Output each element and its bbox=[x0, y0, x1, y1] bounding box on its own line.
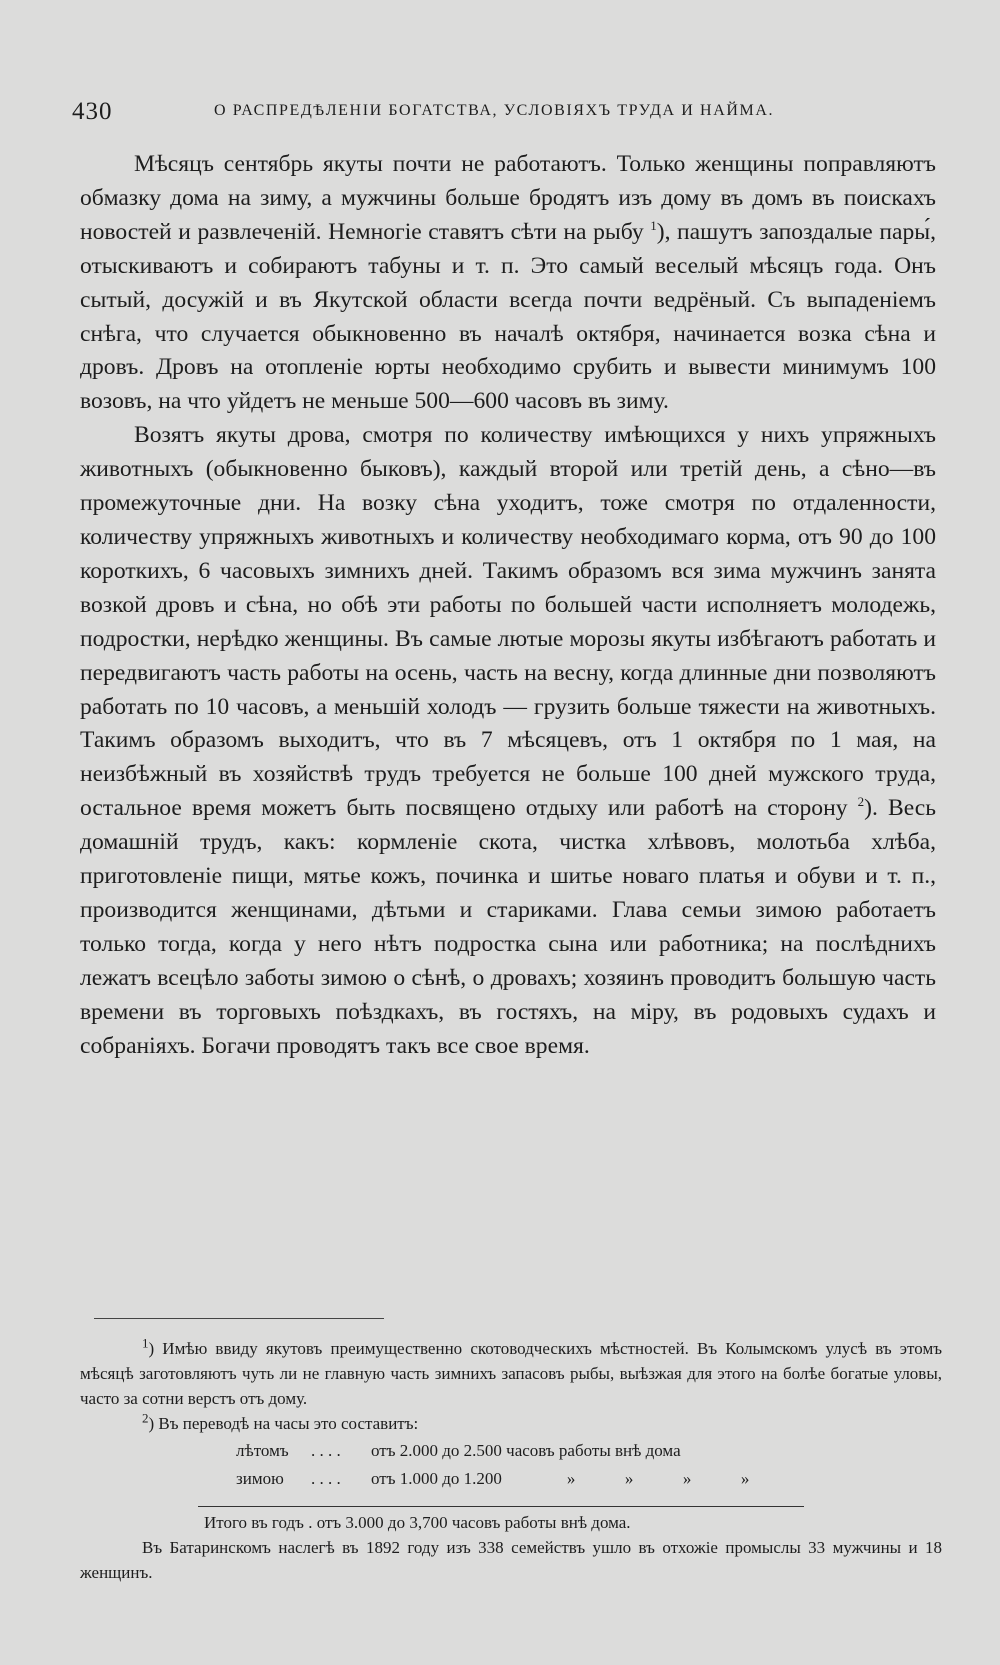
running-head bbox=[68, 88, 948, 128]
total-rule bbox=[198, 1506, 804, 1507]
body-text bbox=[80, 148, 936, 1063]
paragraph-2 bbox=[80, 419, 936, 1063]
summer-value: отъ 2.000 до 2.500 часовъ работы внѣ дома bbox=[371, 1441, 681, 1460]
footnote-2-mark: 2 bbox=[142, 1410, 149, 1426]
summer-dots: . . . . bbox=[311, 1441, 341, 1460]
winter-dots: . . . . bbox=[311, 1469, 341, 1488]
winter-value: отъ 1.000 до 1.200 bbox=[371, 1469, 502, 1488]
calc-total bbox=[80, 1510, 942, 1535]
total-value: . отъ 3.000 до 3,700 часовъ работы внѣ дома. bbox=[308, 1513, 631, 1532]
footnotes bbox=[80, 1336, 942, 1585]
winter-label: зимою bbox=[236, 1469, 284, 1488]
ditto-mark: » bbox=[566, 1469, 576, 1488]
summer-label: лѣтомъ bbox=[236, 1441, 289, 1460]
footnote-2-text: ) Въ переводѣ на часы это составитъ: bbox=[148, 1414, 419, 1433]
ditto-mark: » bbox=[740, 1469, 750, 1488]
footnote-ref-2: 2 bbox=[857, 794, 865, 810]
paragraph-1-text-b: ), пашутъ запоздалые пары́, отыскиваютъ и собираютъ табуны и т. п. Это самый веселый мѣсяцъ года. Онъ сытый, досужій и въ Якутской области всегда почти ведрёный. Съ выпаденіемъ снѣга, что случается обыкновенно въ началѣ октября, начинается возка сѣна и дровъ. Дровъ на отопленіе юрты необходимо срубить и вывести минимумъ 100 возовъ, на что уйдетъ не меньше 500—600 часовъ въ зиму. bbox=[80, 218, 937, 415]
paragraph-1 bbox=[80, 148, 936, 419]
calc-row-summer bbox=[236, 1438, 681, 1463]
ditto-mark: » bbox=[682, 1469, 692, 1488]
footnote-2 bbox=[80, 1411, 942, 1436]
ditto-mark: » bbox=[624, 1469, 634, 1488]
footnote-1 bbox=[80, 1336, 942, 1411]
footnote-1-text: ) Имѣю ввиду якутовъ преимущественно скотоводческихъ мѣстностей. Въ Колымскомъ улусѣ въ этомъ мѣсяцѣ заготовляютъ чуть ли не главную часть зимнихъ запасовъ рыбы, выѣзжая для этого на болѣе богатые уловы, часто за сотни верстъ отъ дому. bbox=[80, 1339, 942, 1408]
hours-calculation bbox=[80, 1436, 942, 1510]
footnote-2-extra: Въ Батаринскомъ наслегѣ въ 1892 году изъ 338 семействъ ушло въ отхожіе промыслы 33 мужчины и 18 женщинъ. bbox=[80, 1538, 942, 1582]
header-title: О РАСПРЕДѢЛЕНІИ БОГАТСТВА, УСЛОВІЯХЪ ТРУДА И НАЙМА. bbox=[214, 102, 775, 119]
calc-row-winter bbox=[236, 1466, 774, 1491]
page-number: 430 bbox=[72, 98, 113, 125]
paragraph-2-text-a: Возятъ якуты дрова, смотря по количеству имѣющихся у нихъ упряжныхъ животныхъ (обыкновенно быковъ), каждый второй или третій день, а сѣно—въ промежуточные дни. На возку сѣна уходитъ, тоже смотря по отдаленности, количеству упряжныхъ животныхъ и количеству необходимаго корма, отъ 90 до 100 короткихъ, 6 часовыхъ зимнихъ дней. Такимъ образомъ вся зима мужчинъ занята возкой дровъ и сѣна, но обѣ эти работы по большей части исполняетъ молодежь, подростки, нерѣдко женщины. Въ самые лютые морозы якуты избѣгаютъ работать и передвигаютъ часть работы на осень, часть на весну, когда длинные дни позволяютъ работать по 10 часовъ, а меньшій холодъ — грузить больше тяжести на животныхъ. Такимъ образомъ выходитъ, что въ 7 мѣсяцевъ, отъ 1 октября по 1 мая, на неизбѣжный въ хозяйствѣ трудъ требуется не больше 100 дней мужского труда, остальное время можетъ быть посвящено отдыху или работѣ на сторону bbox=[80, 422, 936, 822]
footnote-1-mark: 1 bbox=[142, 1335, 149, 1351]
total-label: Итого въ годъ bbox=[204, 1513, 304, 1532]
footnote-ref-1: 1 bbox=[650, 217, 657, 233]
paragraph-1-text-a: Мѣсяцъ сентябрь якуты почти не работаютъ. Только женщины поправляютъ обмазку дома на зиму, а мужчины больше бродятъ изъ дому въ домъ въ поискахъ новостей и развлеченій. Немногіе ставятъ сѣти на рыбу bbox=[80, 151, 936, 245]
footnote-separator bbox=[94, 1318, 384, 1319]
paragraph-2-text-b: ). Весь домашній трудъ, какъ: кормленіе скота, чистка хлѣвовъ, молотьба хлѣба, приготовленіе пищи, мятье кожъ, починка и шитье новаго платья и обуви и т. п., производится женщинами, дѣтьми и стариками. Глава семьи зимою работаетъ только тогда, когда у него нѣтъ подростка сына или работника; на послѣднихъ лежатъ всецѣло заботы зимою о сѣнѣ, о дровахъ; хозяинъ проводитъ большую часть времени въ торговыхъ поѣздкахъ, въ гостяхъ, на міру, въ родовыхъ судахъ и собраніяхъ. Богачи проводятъ такъ все свое время. bbox=[80, 795, 937, 1059]
